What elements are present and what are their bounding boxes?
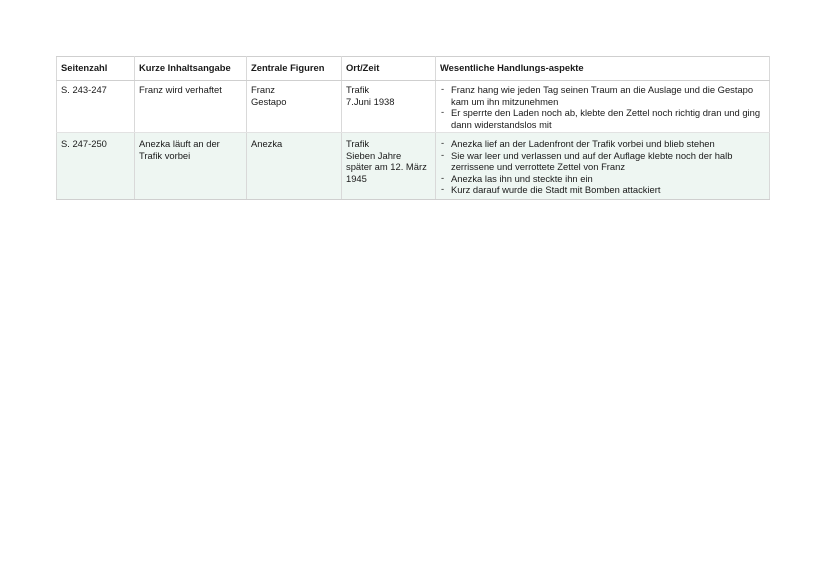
- place-time-line: später am 12. März: [346, 161, 427, 173]
- header-pages: Seitenzahl: [57, 57, 135, 81]
- cell-aspects: [436, 81, 770, 133]
- pages-text: S. 247-250: [61, 138, 107, 149]
- aspects-list: [440, 138, 765, 196]
- chapter-summary-table: [56, 56, 770, 200]
- place-time-line: 1945: [346, 172, 367, 184]
- aspect-text: Er sperrte den Laden noch ab, klebte den Zettel noch richtig dran und ging dann widerstandslos mit: [451, 107, 761, 130]
- aspect-text: Sie war leer und verlassen und auf der Auflage klebte noch der halb zerrissene und verrottete Zettel von Franz: [451, 149, 733, 173]
- cell-figures: [247, 133, 342, 200]
- aspect-text: Kurz darauf wurde die Stadt mit Bomben attackiert: [451, 184, 661, 196]
- cell-summary: [135, 81, 247, 133]
- header-summary: Kurze Inhaltsangabe: [135, 57, 247, 81]
- table-header-row: [57, 57, 770, 81]
- cell-summary: [135, 133, 247, 200]
- place-time-line: Trafik: [346, 138, 370, 149]
- summary-line: Franz wird verhaftet: [139, 84, 222, 95]
- aspect-text: Anezka las ihn und steckte ihn ein: [451, 172, 593, 184]
- place-time-line: Sieben Jahre: [346, 149, 402, 161]
- dash-bullet-icon: -: [441, 148, 445, 160]
- cell-pages: [57, 133, 135, 200]
- header-place-time: Ort/Zeit: [342, 57, 436, 81]
- cell-aspects: [436, 133, 770, 200]
- place-time-line: Trafik: [346, 84, 370, 95]
- place-time-line: 7.Juni 1938: [346, 95, 395, 107]
- header-aspects: Wesentliche Handlungs-aspekte: [436, 57, 770, 81]
- figure-name: Gestapo: [251, 95, 287, 107]
- dash-bullet-icon: -: [441, 106, 445, 118]
- aspect-text: Anezka lief an der Ladenfront der Trafik vorbei und blieb stehen: [451, 138, 715, 149]
- dash-bullet-icon: -: [441, 83, 445, 94]
- aspect-text: Franz hang wie jeden Tag seinen Traum an die Auslage und die Gestapo kam um ihn mitzunehmen: [451, 84, 754, 107]
- cell-figures: [247, 81, 342, 133]
- list-item: [440, 84, 765, 107]
- dash-bullet-icon: -: [441, 171, 445, 183]
- summary-line: Anezka läuft an der: [139, 138, 220, 149]
- dash-bullet-icon: -: [441, 137, 445, 148]
- pages-text: S. 243-247: [61, 84, 107, 95]
- dash-bullet-icon: -: [441, 183, 445, 195]
- list-item: [440, 150, 765, 173]
- list-item: [440, 138, 765, 150]
- figure-name: Anezka: [251, 138, 283, 149]
- cell-place-time: [342, 133, 436, 200]
- summary-line: Trafik vorbei: [139, 149, 191, 161]
- header-figures: Zentrale Figuren: [247, 57, 342, 81]
- aspects-list: [440, 84, 765, 130]
- cell-pages: [57, 81, 135, 133]
- list-item: [440, 184, 765, 196]
- cell-place-time: [342, 81, 436, 133]
- list-item: [440, 107, 765, 130]
- figure-name: Franz: [251, 84, 275, 95]
- table-row: [57, 81, 770, 133]
- table-row: [57, 133, 770, 200]
- list-item: [440, 173, 765, 185]
